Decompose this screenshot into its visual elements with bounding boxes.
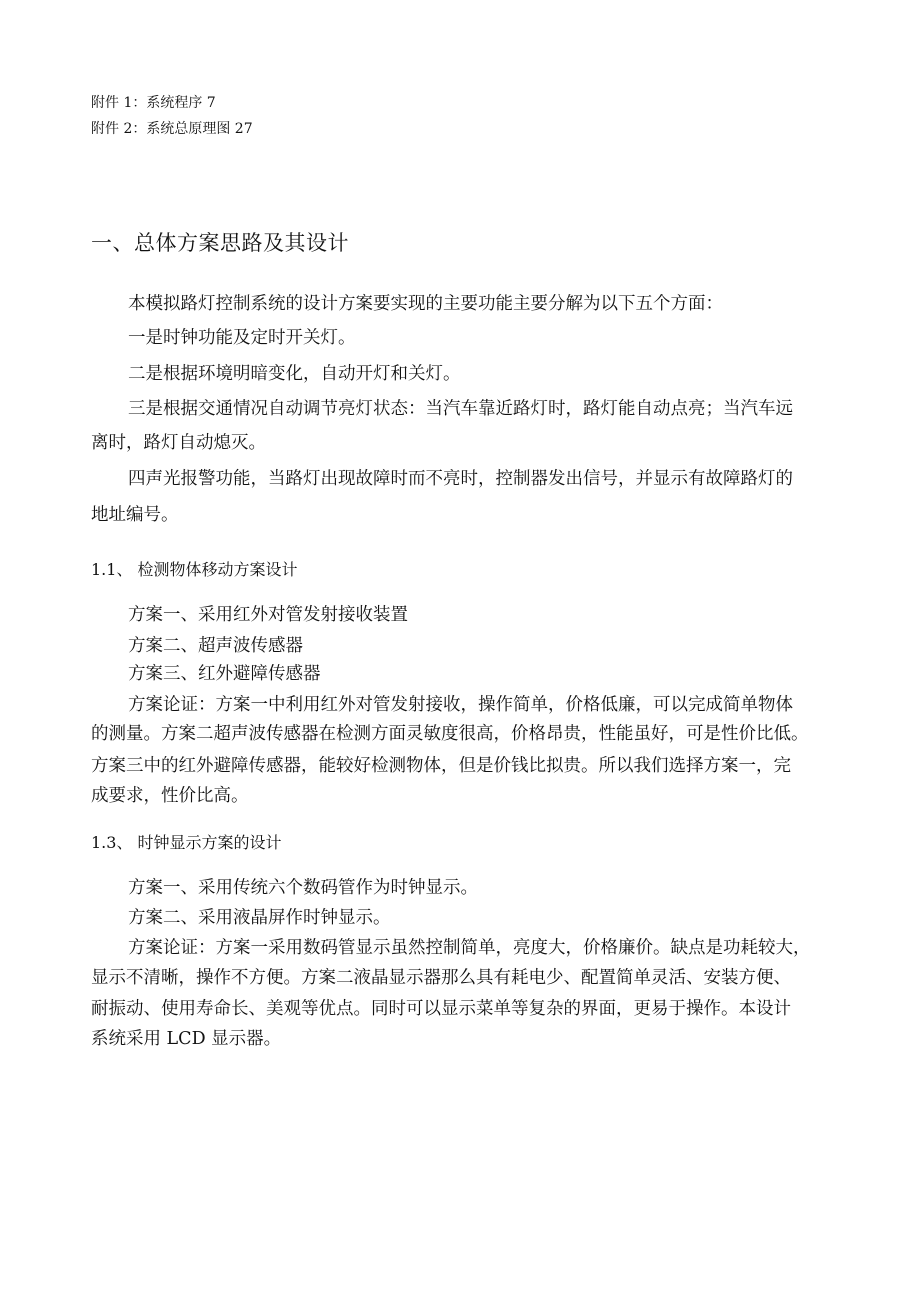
paragraph-line: 方案一、采用红外对管发射接收装置 <box>128 605 408 625</box>
subsection-heading-1-3: 1.3、 时钟显示方案的设计 <box>91 833 282 852</box>
paragraph-line: 三是根据交通情况自动调节亮灯状态：当汽车靠近路灯时，路灯能自动点亮；当汽车远 <box>128 399 793 419</box>
paragraph-line: 系统采用 LCD 显示器。 <box>91 1029 282 1049</box>
paragraph-line: 本模拟路灯控制系统的设计方案要实现的主要功能主要分解为以下五个方面： <box>128 294 723 314</box>
paragraph-line: 的测量。方案二超声波传感器在检测方面灵敏度很高，价格昂贵，性能虽好，可是性价比低。 <box>91 724 809 744</box>
paragraph-line: 方案二、超声波传感器 <box>128 636 303 656</box>
paragraph-line: 一是时钟功能及定时开关灯。 <box>128 328 356 348</box>
paragraph-line: 四声光报警功能，当路灯出现故障时而不亮时，控制器发出信号，并显示有故障路灯的 <box>128 469 793 489</box>
paragraph-line: 方案一、采用传统六个数码管作为时钟显示。 <box>128 878 478 898</box>
paragraph-line: 方案论证：方案一采用数码管显示虽然控制简单，亮度大，价格廉价。缺点是功耗较大， <box>128 938 811 958</box>
paragraph-line: 方案二、采用液晶屏作时钟显示。 <box>128 908 391 928</box>
subsection-heading-1-1: 1.1、 检测物体移动方案设计 <box>91 560 298 579</box>
section-heading: 一、总体方案思路及其设计 <box>91 231 349 255</box>
paragraph-line: 成要求，性价比高。 <box>91 786 249 806</box>
paragraph-line: 方案三中的红外避障传感器，能较好检测物体，但是价钱比拟贵。所以我们选择方案一，完 <box>91 756 791 776</box>
paragraph-line: 耐振动、使用寿命长、美观等优点。同时可以显示菜单等复杂的界面，更易于操作。本设计 <box>91 999 791 1019</box>
paragraph-line: 离时，路灯自动熄灭。 <box>91 433 266 453</box>
appendix-item-2: 附件 2：系统总原理图 27 <box>91 121 253 137</box>
paragraph-line: 方案三、红外避障传感器 <box>128 664 321 684</box>
appendix-item-1: 附件 1：系统程序 7 <box>91 95 216 111</box>
paragraph-line: 二是根据环境明暗变化，自动开灯和关灯。 <box>128 364 461 384</box>
paragraph-line: 显示不清晰，操作不方便。方案二液晶显示器那么具有耗电少、配置简单灵活、安装方便、 <box>91 968 791 988</box>
paragraph-line: 地址编号。 <box>91 505 179 525</box>
paragraph-line: 方案论证：方案一中利用红外对管发射接收，操作简单，价格低廉，可以完成简单物体 <box>128 695 793 715</box>
